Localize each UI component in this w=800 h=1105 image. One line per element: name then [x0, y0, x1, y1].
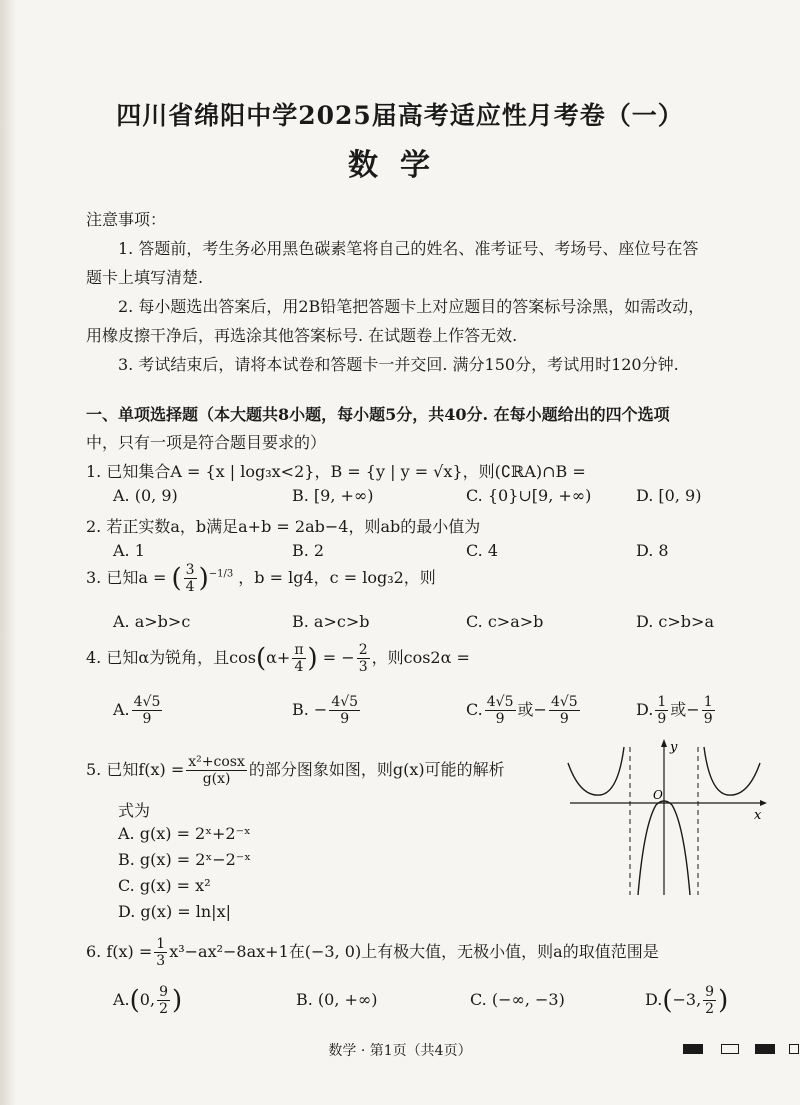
- q4-option-b: [292, 694, 362, 727]
- q2-option-b: B. 2: [292, 541, 325, 560]
- q2-stem: 2. 若正实数a，b满足a+b = 2ab−4，则ab的最小值为: [86, 517, 481, 536]
- q2-option-c: C. 4: [466, 541, 499, 560]
- q1-stem: 1. 已知集合A = {x | log₃x<2}，B = {y | y = √x}，则(∁ℝA)∩B =: [86, 462, 586, 481]
- q3-stem: 3. 已知a = ( $\frac{3}{4}$ )$^{-1/3}$ ，b = lg4，c = log₃2，则: [86, 562, 436, 595]
- q6-one: 1: [156, 936, 166, 952]
- q6-option-b: B. (0, +∞): [296, 990, 378, 1009]
- subject-title: 数学: [348, 148, 452, 183]
- q4-two: 2: [358, 642, 368, 658]
- q3-den: 4: [185, 579, 195, 595]
- q4-equals: = −: [322, 648, 355, 667]
- q4-pi-fraction: [292, 642, 305, 675]
- q6-one-third: [154, 936, 167, 969]
- q6-d-value: −3,: [672, 990, 702, 1009]
- scan-mark-3: [755, 1044, 775, 1054]
- q3-option-d: D. c>b>a: [636, 612, 714, 631]
- scan-mark-2: [721, 1044, 739, 1054]
- q4-stem: 4. 已知α为锐角，且cos(α+ $\frac{\pi}{4}$ ) = − $\frac{2}{3}$ ，则cos2α =: [86, 642, 470, 675]
- q4-option-a: [113, 694, 164, 727]
- q5-option-c: C. g(x) = x²: [118, 876, 211, 895]
- q6-a-label: A.: [113, 990, 130, 1009]
- scan-mark-4: [789, 1044, 799, 1054]
- q6-a-den: 2: [159, 1001, 168, 1017]
- q5-stem-start: 5. 已知f(x) =: [86, 760, 185, 779]
- notice-line-2b: 用橡皮擦干净后，再选涂其他答案标号. 在试题卷上作答无效.: [86, 326, 518, 345]
- q1-option-c: C. {0}∪[9, +∞): [466, 486, 592, 505]
- page-footer: 数学 · 第1页（共4页）: [328, 1043, 472, 1059]
- q3-stem-start: 3. 已知a =: [86, 568, 167, 587]
- q4-d-or: 或−: [670, 700, 700, 719]
- q6-option-c: C. (−∞, −3): [470, 990, 565, 1009]
- q5-option-b: B. g(x) = 2ˣ−2⁻ˣ: [118, 850, 252, 869]
- q5-option-a: A. g(x) = 2ˣ+2⁻ˣ: [118, 824, 251, 843]
- q3-num: 3: [185, 562, 195, 578]
- q4-option-d: [636, 694, 717, 727]
- graph-origin-label: O: [653, 788, 663, 802]
- q6-stem-start: 6. f(x) =: [86, 942, 153, 961]
- left-branch-curve: [568, 747, 624, 795]
- notice-line-1: 1. 答题前，考生务必用黑色碳素笔将自己的姓名、准考证号、考场号、座位号在答: [118, 239, 699, 258]
- q6-three: 3: [156, 953, 166, 969]
- q4-a-label: A.: [113, 700, 130, 719]
- q3-option-b: B. a>c>b: [292, 612, 370, 631]
- q4-c-num2: 4√5: [550, 694, 578, 710]
- section-heading-2: 中，只有一项是符合题目要求的）: [86, 433, 327, 452]
- q2-option-a: A. 1: [113, 541, 145, 560]
- q6-a-value: 0,: [139, 990, 156, 1009]
- x-axis-arrow: [760, 800, 767, 806]
- q4-stem-start: 4. 已知α为锐角，且cos: [86, 648, 256, 667]
- q3-fraction: [184, 562, 197, 595]
- q6-stem: [86, 936, 659, 969]
- q4-d-den2: 9: [703, 711, 713, 727]
- q4-c-frac1: [485, 694, 516, 727]
- q4-three: 3: [358, 659, 368, 675]
- q5-num: x²+cosx: [188, 754, 245, 770]
- q6-a-frac: [157, 984, 170, 1017]
- q4-c-num1: 4√5: [486, 694, 514, 710]
- y-axis-arrow: [661, 739, 667, 747]
- q1-option-a: A. (0, 9): [113, 486, 178, 505]
- exam-title: 四川省绵阳中学2025届高考适应性月考卷（一）: [116, 101, 684, 130]
- graph-x-label: x: [754, 808, 762, 823]
- q4-stem-end: ，则cos2α =: [371, 648, 470, 667]
- q2-option-d: D. 8: [636, 541, 669, 560]
- q5-fraction: [186, 754, 247, 787]
- q4-pi: π: [294, 642, 304, 658]
- notice-line-2: 2. 每小题选出答案后，用2B铅笔把答题卡上对应题目的答案标号涂黑，如需改动，: [118, 297, 705, 316]
- q4-a-num: 4√5: [133, 694, 161, 710]
- q4-c-den1: 9: [495, 711, 505, 727]
- q4-d-num1: 1: [657, 694, 667, 710]
- notice-heading: 注意事项：: [86, 210, 167, 229]
- q4-option-c: [466, 694, 582, 727]
- q6-stem-end: x³−ax²−8ax+1在(−3, 0)上有极大值，无极小值，则a的取值范围是: [169, 942, 659, 961]
- q4-c-frac2: [549, 694, 580, 727]
- q5-den: g(x): [202, 771, 231, 787]
- q6-option-d: D.(−3, $\frac{9}{2}$ ): [645, 984, 729, 1017]
- q4-d-den1: 9: [657, 711, 667, 727]
- q4-b-den: 9: [340, 711, 350, 727]
- q4-b-label: B. −: [292, 700, 328, 719]
- q4-d-label: D.: [636, 700, 654, 719]
- q4-d-frac1: [655, 694, 668, 727]
- q6-d-frac: [703, 984, 716, 1017]
- q3-option-c: C. c>a>b: [466, 612, 544, 631]
- q3-option-a: A. a>b>c: [113, 612, 191, 631]
- q4-a-frac: [132, 694, 163, 727]
- graph-y-label: y: [670, 740, 678, 755]
- q4-b-num: 4√5: [331, 694, 359, 710]
- q4-two-thirds: [357, 642, 370, 675]
- q4-c-den2: 9: [559, 711, 569, 727]
- notice-line-3: 3. 考试结束后，请将本试卷和答题卡一并交回. 满分150分，考试用时120分钟.: [118, 355, 679, 374]
- q3-stem-end: ，b = lg4，c = log₃2，则: [238, 568, 436, 587]
- q6-a-num: 9: [159, 984, 168, 1000]
- q4-inner: α+: [266, 648, 291, 667]
- right-branch-curve: [704, 747, 760, 795]
- q6-d-label: D.: [645, 990, 663, 1009]
- q1-option-b: B. [9, +∞): [292, 486, 374, 505]
- q5-stem: [86, 754, 505, 787]
- notice-line-1b: 题卡上填写清楚.: [86, 268, 204, 287]
- q4-d-frac2: [702, 694, 715, 727]
- q5-stem-end: 的部分图象如图，则g(x)可能的解析: [248, 760, 505, 779]
- q5-option-d: D. g(x) = ln|x|: [118, 902, 231, 921]
- q4-four: 4: [294, 659, 304, 675]
- q1-option-d: D. [0, 9): [636, 486, 702, 505]
- q4-c-or: 或−: [517, 700, 547, 719]
- q4-b-frac: [329, 694, 360, 727]
- q5-function-graph: [560, 735, 770, 900]
- scan-mark-1: [683, 1044, 703, 1054]
- q6-option-a: A.(0, $\frac{9}{2}$ ): [113, 984, 183, 1017]
- q6-d-den: 2: [705, 1001, 715, 1017]
- section-heading: 一、单项选择题（本大题共8小题，每小题5分，共40分. 在每小题给出的四个选项: [86, 405, 670, 424]
- q6-d-num: 9: [705, 984, 715, 1000]
- q4-c-label: C.: [466, 700, 483, 719]
- q5-stem-2: 式为: [118, 801, 151, 820]
- q4-a-den: 9: [142, 711, 152, 727]
- q4-d-num2: 1: [703, 694, 713, 710]
- q3-exponent: −1/3: [208, 568, 234, 580]
